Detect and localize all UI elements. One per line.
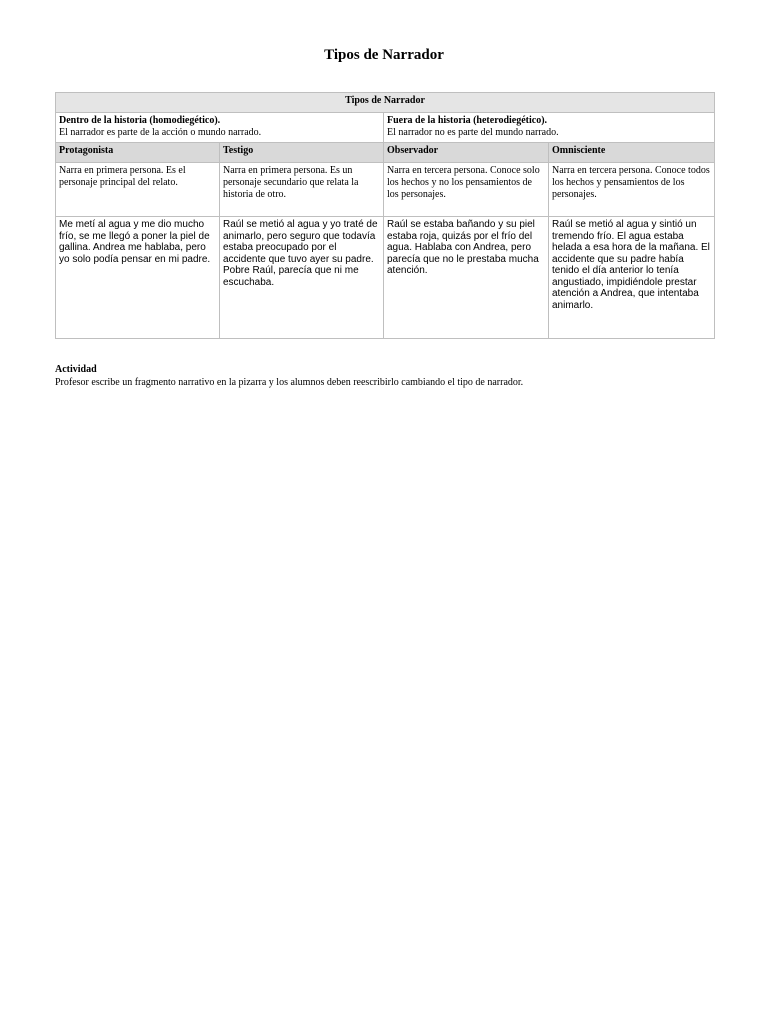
group-row (56, 113, 715, 143)
description-row (56, 163, 715, 217)
group-outside-desc: El narrador no es parte del mundo narrado. (387, 127, 559, 138)
column-omnisciente: Omnisciente (549, 143, 715, 163)
group-outside-title: Fuera de la historia (heterodiegético). (387, 115, 548, 126)
group-inside-title: Dentro de la historia (homodiegético). (59, 115, 221, 126)
column-observador: Observador (384, 143, 549, 163)
activity-title: Actividad (55, 364, 97, 375)
table-header: Tipos de Narrador (56, 93, 715, 113)
example-row (56, 217, 715, 339)
group-inside-desc: El narrador es parte de la acción o mundo narrado. (59, 127, 262, 138)
narrator-types-table (55, 92, 715, 339)
example-protagonista: Me metí al agua y me dio mucho frío, se me llegó a poner la piel de gallina. Andrea me hablaba, pero yo solo podía pensar en mi padre. (56, 217, 220, 339)
table-header-row (56, 93, 715, 113)
column-protagonista: Protagonista (56, 143, 220, 163)
example-testigo: Raúl se metió al agua y yo traté de animarlo, pero seguro que todavía estaba preocupado por el accidente que tuvo ayer su padre. Pobre Raúl, parecía que ni me escuchaba. (220, 217, 384, 339)
activity-section (55, 363, 715, 389)
page-title: Tipos de Narrador (324, 47, 444, 63)
group-inside-cell (56, 113, 384, 143)
example-observador: Raúl se estaba bañando y su piel estaba roja, quizás por el frío del agua. Hablaba con Andrea, pero parecía que no le prestaba mucha atención. (384, 217, 549, 339)
group-outside-cell (384, 113, 715, 143)
description-protagonista: Narra en primera persona. Es el personaje principal del relato. (56, 163, 220, 217)
description-observador: Narra en tercera persona. Conoce solo los hechos y no los pensamientos de los personajes. (384, 163, 549, 217)
description-testigo: Narra en primera persona. Es un personaje secundario que relata la historia de otro. (220, 163, 384, 217)
example-omnisciente: Raúl se metió al agua y sintió un tremendo frío. El agua estaba helada a esa hora de la mañana. El accidente que su padre había tenido el día anterior lo tenía angustiado, impidiéndole prestar atención a Andrea, que intentaba animarlo. (549, 217, 715, 339)
activity-text: Profesor escribe un fragmento narrativo en la pizarra y los alumnos deben reescribirlo cambiando el tipo de narrador. (55, 377, 524, 388)
column-name-row (56, 143, 715, 163)
column-testigo: Testigo (220, 143, 384, 163)
description-omnisciente: Narra en tercera persona. Conoce todos los hechos y pensamientos de los personajes. (549, 163, 715, 217)
